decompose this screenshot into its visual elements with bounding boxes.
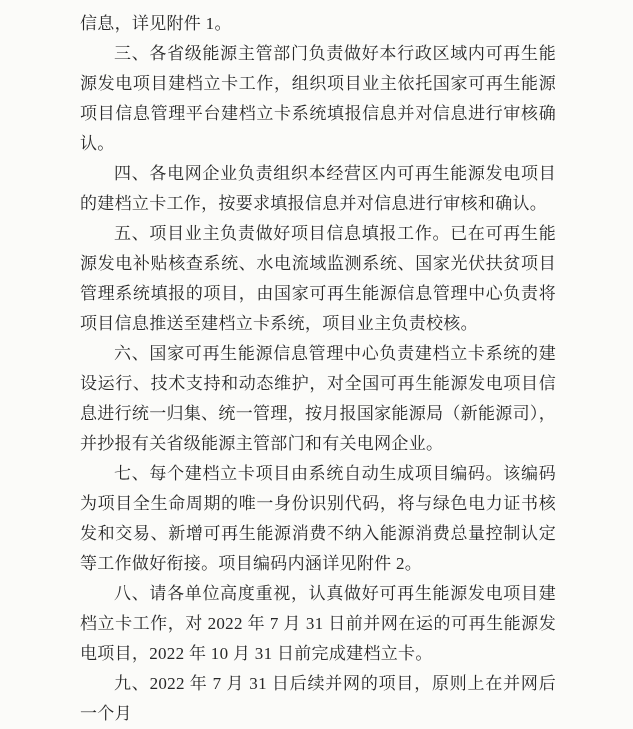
paragraph-clause-9: 九、2022 年 7 月 31 日后续并网的项目，原则上在并网后一个月	[80, 674, 556, 723]
paragraph-clause-4: 四、各电网企业负责组织本经营区内可再生能源发电项目的建档立卡工作，按要求填报信息并对信息进行审核和确认。	[80, 164, 556, 213]
paragraph-clause-7: 七、每个建档立卡项目由系统自动生成项目编码。该编码为项目全生命周期的唯一身份识别代码，将与绿色电力证书核发和交易、新增可再生能源消费不纳入能源消费总量控制认定等工作做好衔接。项目编码内涵详见附件 2。	[80, 464, 556, 573]
paragraph-clause-8: 八、请各单位高度重视，认真做好可再生能源发电项目建档立卡工作，对 2022 年 7 月 31 日前并网在运的可再生能源发电项目，2022 年 10 月 31 日前完成建档立卡。	[80, 584, 556, 663]
paragraph-continuation: 信息，详见附件 1。	[80, 14, 232, 33]
paragraph-clause-5: 五、项目业主负责做好项目信息填报工作。已在可再生能源发电补贴核查系统、水电流域监测系统、国家光伏扶贫项目管理系统填报的项目，由国家可再生能源信息管理中心负责将项目信息推送至建档立卡系统，项目业主负责校核。	[80, 224, 556, 333]
paragraph-clause-3: 三、各省级能源主管部门负责做好本行政区域内可再生能源发电项目建档立卡工作，组织项目业主依托国家可再生能源项目信息管理平台建档立卡系统填报信息并对信息进行审核确认。	[80, 44, 556, 153]
paragraph-clause-6: 六、国家可再生能源信息管理中心负责建档立卡系统的建设运行、技术支持和动态维护，对全国可再生能源发电项目信息进行统一归集、统一管理，按月报国家能源局（新能源司），并抄报有关省级能源主管部门和有关电网企业。	[80, 344, 556, 453]
